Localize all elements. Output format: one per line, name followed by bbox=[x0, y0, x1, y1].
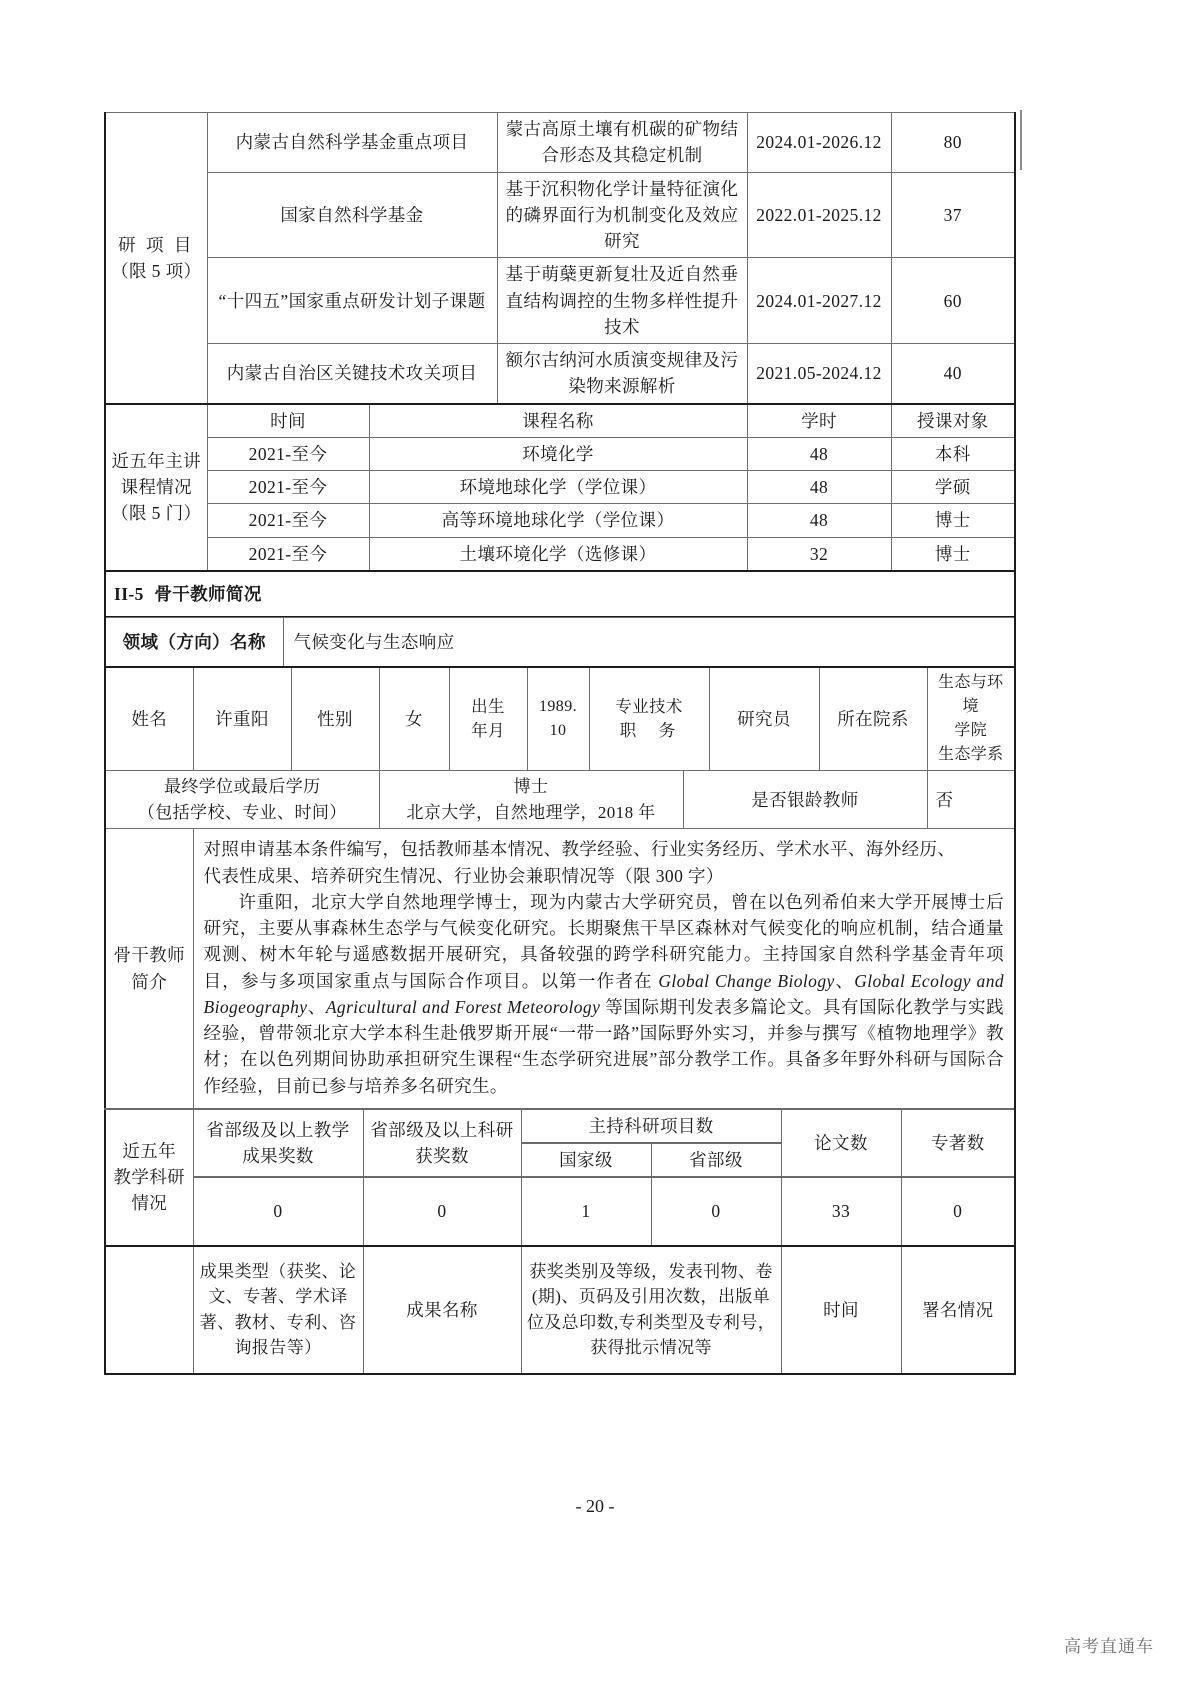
section-ii5-header-table bbox=[104, 570, 1016, 618]
results-header-time: 时间 bbox=[781, 1246, 901, 1374]
project-amount: 37 bbox=[891, 172, 1015, 258]
biography-sep1: 、 bbox=[834, 970, 855, 991]
results-row-label bbox=[105, 1246, 193, 1374]
stats-value-monographs: 0 bbox=[901, 1177, 1015, 1245]
project-period: 2024.01-2026.12 bbox=[747, 113, 891, 173]
biography-content bbox=[193, 829, 1015, 1109]
table-row bbox=[105, 113, 1015, 173]
project-period: 2022.01-2025.12 bbox=[747, 172, 891, 258]
teacher-gender-value: 女 bbox=[379, 667, 449, 771]
field-direction-label: 领域（方向）名称 bbox=[105, 618, 283, 667]
biography-para1: 许重阳，北京大学自然地理学博士，现为内蒙古大学研究员，曾在以色列希伯来大学开展博士后研究，主要从事森林生态学与气候变化研究。长期聚焦干旱区森林对气候变化的响应机制，结合通量观测、树木年轮与遥感数据开展研究，具备较强的跨学科研究能力。主持国家自然科学基金青年项目，参与多项国家重点与国际合作项目。以第一作者在 bbox=[203, 891, 1004, 991]
table-row bbox=[105, 829, 1015, 1109]
course-time: 2021-至今 bbox=[207, 437, 369, 470]
birth-value-line1: 1989. bbox=[539, 698, 577, 716]
research-projects-table bbox=[104, 112, 1016, 404]
courses-header-name: 课程名称 bbox=[369, 404, 747, 438]
courses-table bbox=[104, 403, 1016, 571]
project-amount: 60 bbox=[891, 258, 1015, 344]
project-period: 2024.01-2027.12 bbox=[747, 258, 891, 344]
table-row bbox=[105, 667, 1015, 771]
section-ii5-title: 骨干教师简况 bbox=[154, 583, 262, 604]
stats-value-papers: 33 bbox=[781, 1177, 901, 1245]
stats-value-research-awards: 0 bbox=[363, 1177, 521, 1245]
biography-journal2: Global Ecology and Biogeography bbox=[203, 970, 1004, 1017]
course-name: 高等环境地球化学（学位课） bbox=[369, 504, 747, 537]
stats-header-national: 国家级 bbox=[521, 1143, 651, 1177]
dept-line3: 生态学系 bbox=[937, 746, 1004, 764]
course-hours: 32 bbox=[747, 537, 891, 570]
projects-row-label bbox=[105, 113, 207, 404]
stats-value-provincial: 0 bbox=[651, 1177, 781, 1245]
stats-row-label-line2: 教学科研 bbox=[113, 1167, 186, 1188]
results-table bbox=[104, 1245, 1016, 1375]
biography-instruction-line1: 对照申请基本条件编写，包括教师基本情况、教学经验、行业实务经历、学术水平、海外经历、 bbox=[203, 839, 956, 860]
table-row bbox=[105, 1177, 1015, 1245]
degree-label-line1: 最终学位或最后学历 bbox=[163, 777, 321, 797]
degree-label bbox=[105, 771, 379, 829]
course-name: 环境地球化学（学位课） bbox=[369, 471, 747, 504]
teacher-dept-value bbox=[927, 667, 1015, 771]
teacher-title-value: 研究员 bbox=[709, 667, 819, 771]
project-source: 国家自然科学基金 bbox=[207, 172, 497, 258]
biography-row-label bbox=[105, 829, 193, 1109]
teacher-gender-label: 性别 bbox=[291, 667, 379, 771]
degree-info-table bbox=[104, 770, 1016, 829]
project-title: 基于萌蘖更新复壮及近自然垂直结构调控的生物多样性提升技术 bbox=[497, 258, 747, 344]
title-label-line1: 专业技术 bbox=[615, 696, 683, 716]
table-row bbox=[105, 471, 1015, 504]
title-label-line2: 职 务 bbox=[619, 721, 679, 741]
courses-header-audience: 授课对象 bbox=[891, 404, 1015, 438]
course-hours: 48 bbox=[747, 437, 891, 470]
course-audience: 本科 bbox=[891, 437, 1015, 470]
table-row bbox=[105, 618, 1015, 667]
page-edge-line bbox=[1020, 110, 1022, 170]
table-row bbox=[105, 258, 1015, 344]
results-header-signature: 署名情况 bbox=[901, 1246, 1015, 1374]
course-time: 2021-至今 bbox=[207, 504, 369, 537]
teacher-name-label: 姓名 bbox=[105, 667, 193, 771]
degree-name: 博士 bbox=[513, 777, 549, 797]
table-row bbox=[105, 437, 1015, 470]
table-row bbox=[105, 571, 1015, 617]
project-title: 蒙古高原土壤有机碳的矿物结合形态及其稳定机制 bbox=[497, 113, 747, 173]
project-source: 内蒙古自然科学基金重点项目 bbox=[207, 113, 497, 173]
stats-header-teaching-awards: 省部级及以上教学成果奖数 bbox=[193, 1109, 363, 1178]
table-row bbox=[105, 537, 1015, 570]
courses-row-label: 近五年主讲课程情况（限 5 门） bbox=[105, 404, 207, 571]
degree-detail: 北京大学，自然地理学，2018 年 bbox=[406, 802, 656, 822]
project-title: 额尔古纳河水质演变规律及污染物来源解析 bbox=[497, 344, 747, 404]
dept-line2: 学院 bbox=[954, 722, 988, 740]
project-period: 2021.05-2024.12 bbox=[747, 344, 891, 404]
biography-para2: 等国际期刊发表多篇论文。具有国际化教学与实践经验，曾带领北京大学本科生赴俄罗斯开展“一带一路”国际野外实习，并参与撰写《植物地理学》教材；在以色列期间协助承担研究生课程“生态学研究进展”部分教学工作。具备多年野外科研与国际合作经验，目前已参与培养多名研究生。 bbox=[203, 996, 1004, 1096]
results-header-type: 成果类型（获奖、论文、专著、学术译著、教材、专利、咨询报告等） bbox=[193, 1246, 363, 1374]
courses-header-time: 时间 bbox=[207, 404, 369, 438]
courses-header-hours: 学时 bbox=[747, 404, 891, 438]
stats-header-monographs: 专著数 bbox=[901, 1109, 1015, 1178]
achievement-stats-table bbox=[104, 1108, 1016, 1246]
biography-row-label-line1: 骨干教师 bbox=[113, 945, 186, 966]
degree-value bbox=[379, 771, 683, 829]
teacher-basic-info-table bbox=[104, 666, 1016, 771]
document-body bbox=[104, 112, 1014, 1375]
biography-paragraph bbox=[204, 889, 1005, 1099]
table-row bbox=[105, 1109, 1015, 1143]
course-name: 土壤环境化学（选修课） bbox=[369, 537, 747, 570]
biography-journal3: Agricultural and Forest Meteorology bbox=[325, 996, 601, 1017]
projects-row-label-line2: （限 5 项） bbox=[111, 260, 202, 281]
table-row bbox=[105, 771, 1015, 829]
birth-label-line1: 出生 bbox=[471, 696, 505, 716]
stats-header-research-awards: 省部级及以上科研获奖数 bbox=[363, 1109, 521, 1178]
page-number: - 20 - bbox=[575, 1496, 615, 1516]
section-ii5-number: II-5 bbox=[114, 583, 144, 604]
degree-label-line2: （包括学校、专业、时间） bbox=[137, 802, 347, 822]
teacher-birth-label bbox=[449, 667, 527, 771]
teacher-birth-value bbox=[527, 667, 589, 771]
teacher-title-label bbox=[589, 667, 709, 771]
course-audience: 博士 bbox=[891, 504, 1015, 537]
stats-value-national: 1 bbox=[521, 1177, 651, 1245]
birth-value-line2: 10 bbox=[549, 722, 567, 740]
birth-label-line2: 年月 bbox=[471, 721, 505, 741]
biography-journal1: Global Change Biology bbox=[658, 970, 835, 991]
course-hours: 48 bbox=[747, 471, 891, 504]
teacher-dept-label: 所在院系 bbox=[819, 667, 927, 771]
course-time: 2021-至今 bbox=[207, 537, 369, 570]
field-direction-table bbox=[104, 617, 1016, 667]
table-row bbox=[105, 172, 1015, 258]
section-ii5-heading bbox=[105, 571, 1015, 617]
biography-table bbox=[104, 828, 1016, 1109]
stats-value-teaching-awards: 0 bbox=[193, 1177, 363, 1245]
table-row bbox=[105, 404, 1015, 438]
table-row bbox=[105, 344, 1015, 404]
course-audience: 学硕 bbox=[891, 471, 1015, 504]
table-row bbox=[105, 1246, 1015, 1374]
silver-teacher-label: 是否银龄教师 bbox=[683, 771, 927, 829]
stats-row-label bbox=[105, 1109, 193, 1246]
watermark-label: 高考直通车 bbox=[1064, 1637, 1154, 1656]
stats-header-hosted-projects: 主持科研项目数 bbox=[521, 1109, 781, 1143]
stats-header-provincial: 省部级 bbox=[651, 1143, 781, 1177]
results-header-detail: 获奖类别及等级，发表刊物、卷(期)、页码及引用次数，出版单位及总印数,专利类型及专利号，获得批示情况等 bbox=[521, 1246, 781, 1374]
biography-instruction-line2: 代表性成果、培养研究生情况、行业协会兼职情况等（限 300 字） bbox=[203, 865, 724, 886]
projects-row-label-line1: 研 项 目 bbox=[118, 234, 195, 255]
biography-sep2: 、 bbox=[307, 996, 326, 1017]
course-audience: 博士 bbox=[891, 537, 1015, 570]
project-source: “十四五”国家重点研发计划子课题 bbox=[207, 258, 497, 344]
stats-row-label-line1: 近五年 bbox=[122, 1140, 177, 1161]
course-time: 2021-至今 bbox=[207, 471, 369, 504]
results-header-name: 成果名称 bbox=[363, 1246, 521, 1374]
dept-line1: 生态与环境 bbox=[937, 674, 1004, 716]
project-amount: 40 bbox=[891, 344, 1015, 404]
teacher-name-value: 许重阳 bbox=[193, 667, 291, 771]
silver-teacher-value: 否 bbox=[927, 771, 1015, 829]
stats-header-papers: 论文数 bbox=[781, 1109, 901, 1178]
field-direction-value: 气候变化与生态响应 bbox=[283, 618, 1015, 667]
project-title: 基于沉积物化学计量特征演化的磷界面行为机制变化及效应研究 bbox=[497, 172, 747, 258]
project-source: 内蒙古自治区关键技术攻关项目 bbox=[207, 344, 497, 404]
biography-row-label-line2: 简介 bbox=[131, 971, 168, 992]
project-amount: 80 bbox=[891, 113, 1015, 173]
stats-row-label-line3: 情况 bbox=[131, 1193, 168, 1214]
table-row bbox=[105, 504, 1015, 537]
course-name: 环境化学 bbox=[369, 437, 747, 470]
course-hours: 48 bbox=[747, 504, 891, 537]
